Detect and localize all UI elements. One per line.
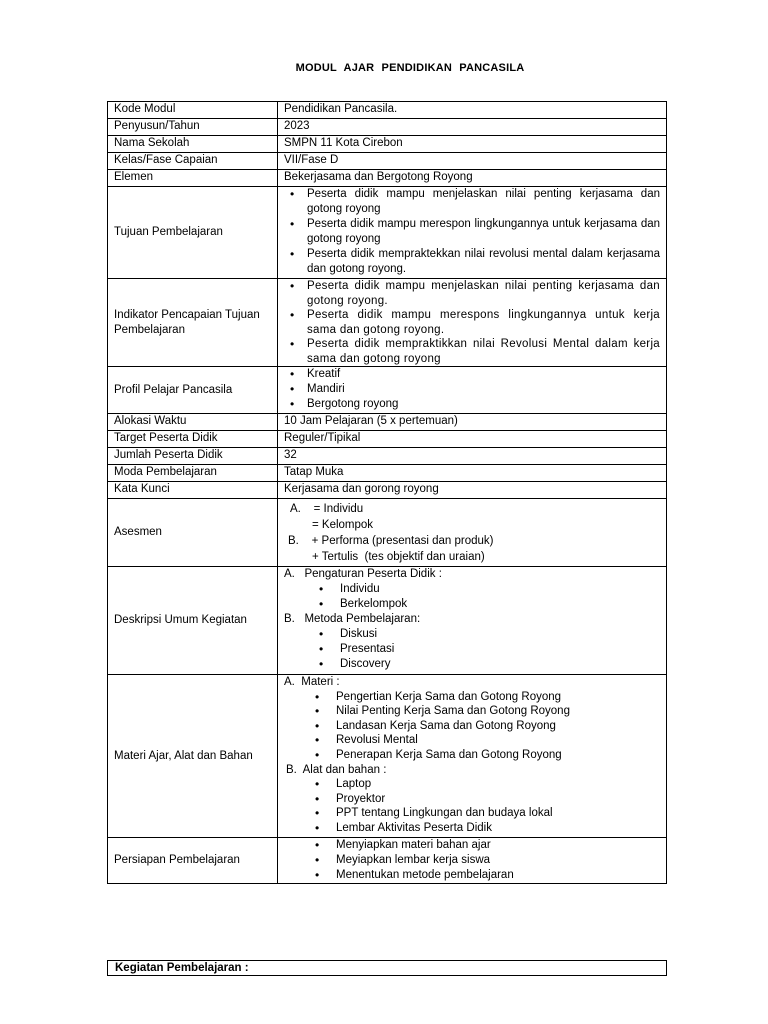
asesmen-line: = Kelompok — [312, 519, 374, 531]
list-item: • Proyektor — [336, 792, 660, 807]
value-alokasi: 10 Jam Pelajaran (5 x pertemuan) — [278, 414, 667, 431]
value-kata-kunci: Kerjasama dan gorong royong — [278, 482, 667, 499]
label-profil: Profil Pelajar Pancasila — [108, 367, 278, 414]
value-penyusun: 2023 — [278, 119, 667, 136]
value-persiapan — [278, 838, 667, 884]
asesmen-line: A. = Individu — [290, 503, 364, 515]
value-kode-modul: Pendidikan Pancasila. — [278, 102, 667, 119]
list-item: • Nilai Penting Kerja Sama dan Gotong Royong — [336, 704, 660, 719]
value-tujuan — [278, 187, 667, 279]
value-elemen: Bekerjasama dan Bergotong Royong — [278, 170, 667, 187]
label-moda: Moda Pembelajaran — [108, 465, 278, 482]
list-item: • Peserta didik mampu merespons lingkungannya untuk kerja sama dan gotong royong. — [307, 308, 660, 337]
materi-list-b — [284, 777, 660, 835]
label-kode-modul: Kode Modul — [108, 102, 278, 119]
profil-list — [284, 367, 660, 412]
value-moda: Tatap Muka — [278, 465, 667, 482]
list-item: • Lembar Aktivitas Peserta Didik — [336, 821, 660, 836]
list-item: • Peserta didik mempraktekkan nilai revolusi mental dalam kerjasama dan gotong royong. — [307, 247, 660, 277]
materi-heading-a: A. Materi : — [284, 676, 340, 688]
deskripsi-list-a — [284, 582, 660, 612]
list-item: • Peserta didik mampu merespon lingkungannya untuk kerjasama dan gotong royong — [307, 217, 660, 247]
asesmen-line: + Tertulis (tes objektif dan uraian) — [312, 551, 485, 563]
kegiatan-heading: Kegiatan Pembelajaran : — [108, 961, 667, 976]
value-asesmen — [278, 499, 667, 567]
list-item: • Berkelompok — [340, 597, 660, 612]
label-indikator: Indikator Pencapaian Tujuan Pembelajaran — [108, 279, 278, 367]
list-item: • Bergotong royong — [307, 397, 660, 412]
list-item: • Meyiapkan lembar kerja siswa — [336, 853, 660, 868]
list-item: • Peserta didik mampu menjelaskan nilai penting kerjasama dan gotong royong. — [307, 279, 660, 308]
value-kelas: VII/Fase D — [278, 153, 667, 170]
label-penyusun: Penyusun/Tahun — [108, 119, 278, 136]
indikator-list — [284, 279, 660, 366]
value-deskripsi — [278, 567, 667, 675]
list-item: • Kreatif — [307, 367, 660, 382]
value-target: Reguler/Tipikal — [278, 431, 667, 448]
value-sekolah: SMPN 11 Kota Cirebon — [278, 136, 667, 153]
tujuan-list — [284, 187, 660, 277]
value-indikator — [278, 279, 667, 367]
list-item: • Diskusi — [340, 627, 660, 642]
list-item: • Laptop — [336, 777, 660, 792]
materi-list-a — [284, 690, 660, 763]
list-item: • Peserta didik mampu menjelaskan nilai penting kerjasama dan gotong royong — [307, 187, 660, 217]
list-item: • Pengertian Kerja Sama dan Gotong Royong — [336, 690, 660, 705]
label-persiapan: Persiapan Pembelajaran — [108, 838, 278, 884]
list-item: • Revolusi Mental — [336, 733, 660, 748]
list-item: • Landasan Kerja Sama dan Gotong Royong — [336, 719, 660, 734]
asesmen-line: B. + Performa (presentasi dan produk) — [288, 535, 494, 547]
value-profil — [278, 367, 667, 414]
label-elemen: Elemen — [108, 170, 278, 187]
list-item: • Menentukan metode pembelajaran — [336, 868, 660, 883]
deskripsi-heading-b: B. Metoda Pembelajaran: — [284, 613, 421, 625]
deskripsi-list-b — [284, 627, 660, 672]
label-asesmen: Asesmen — [108, 499, 278, 567]
deskripsi-heading-a: A. Pengaturan Peserta Didik : — [284, 568, 442, 580]
list-item: • Discovery — [340, 657, 660, 672]
list-item: • Penerapan Kerja Sama dan Gotong Royong — [336, 748, 660, 763]
label-sekolah: Nama Sekolah — [108, 136, 278, 153]
list-item: • Individu — [340, 582, 660, 597]
value-materi — [278, 675, 667, 838]
label-alokasi: Alokasi Waktu — [108, 414, 278, 431]
list-item: • Mandiri — [307, 382, 660, 397]
list-item: • Peserta didik mempraktikkan nilai Revolusi Mental dalam kerja sama dan gotong royong — [307, 337, 660, 366]
document-title: MODUL AJAR PENDIDIKAN PANCASILA — [295, 62, 525, 74]
label-kata-kunci: Kata Kunci — [108, 482, 278, 499]
list-item: • Menyiapkan materi bahan ajar — [336, 838, 660, 853]
label-jumlah: Jumlah Peserta Didik — [108, 448, 278, 465]
materi-heading-b: B. Alat dan bahan : — [286, 763, 387, 776]
list-item: • Presentasi — [340, 642, 660, 657]
list-item: • PPT tentang Lingkungan dan budaya lokal — [336, 806, 660, 821]
persiapan-list — [284, 838, 660, 883]
label-materi: Materi Ajar, Alat dan Bahan — [108, 675, 278, 838]
value-jumlah: 32 — [278, 448, 667, 465]
module-info-table — [107, 101, 667, 884]
kegiatan-table — [107, 960, 667, 976]
label-target: Target Peserta Didik — [108, 431, 278, 448]
label-tujuan: Tujuan Pembelajaran — [108, 187, 278, 279]
label-kelas: Kelas/Fase Capaian — [108, 153, 278, 170]
label-deskripsi: Deskripsi Umum Kegiatan — [108, 567, 278, 675]
